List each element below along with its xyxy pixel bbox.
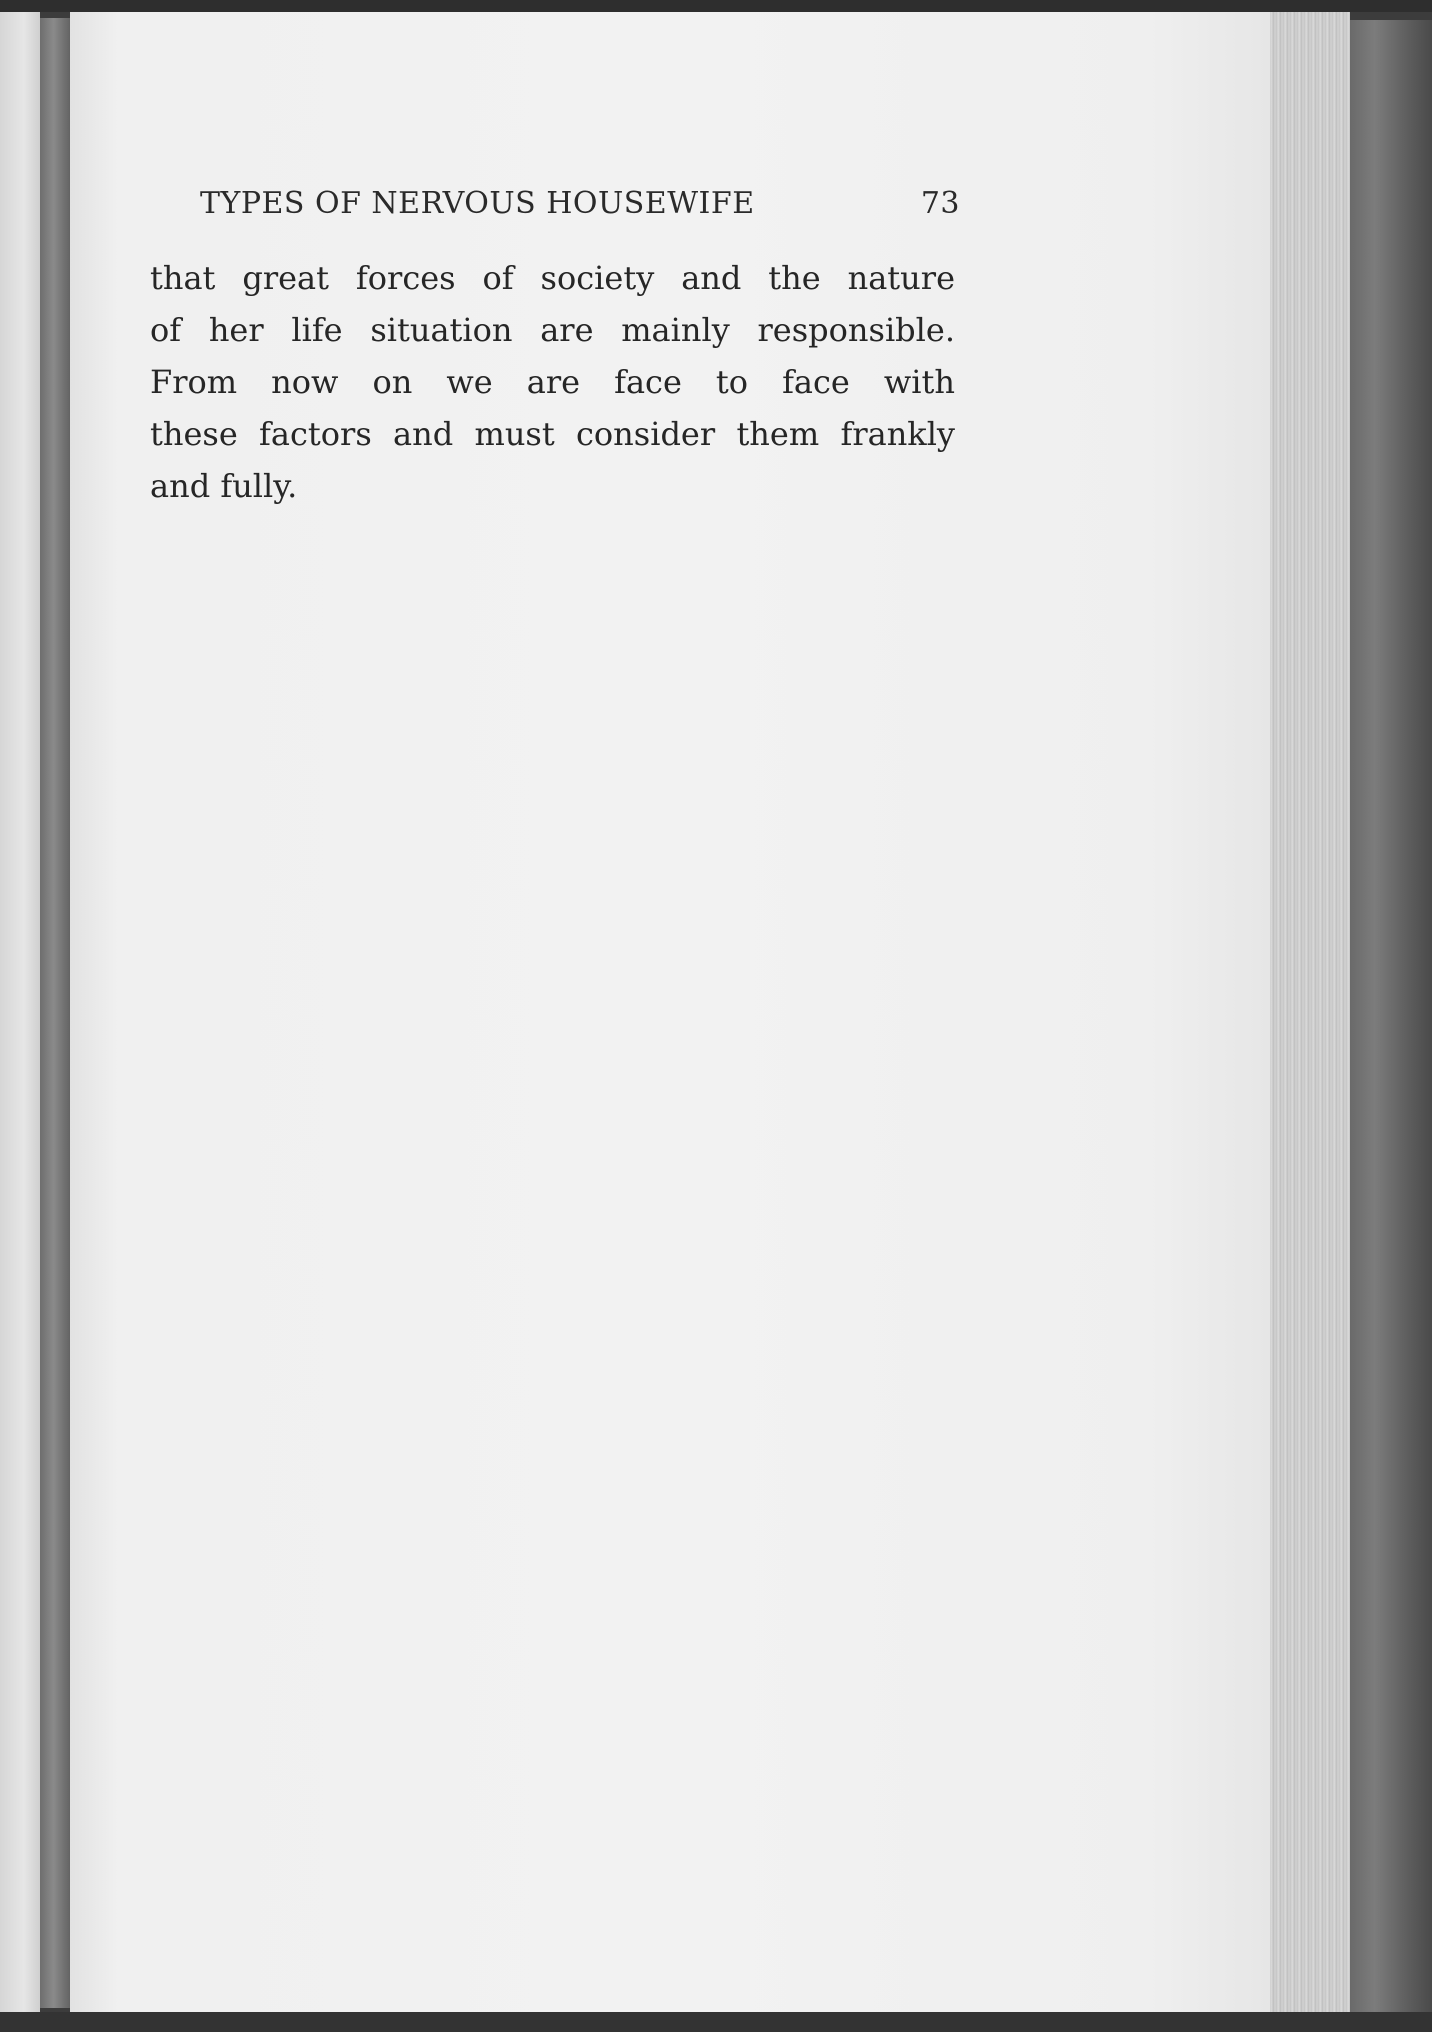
- facing-page-edge: [0, 12, 40, 2020]
- text-line: these factors and must consider them frankly: [150, 415, 955, 453]
- text-line: of her life situation are mainly responsible.: [150, 311, 955, 349]
- text-line: that great forces of society and the nature: [150, 259, 955, 297]
- text-line: and fully.: [150, 467, 298, 505]
- scan-top-edge: [0, 0, 1432, 12]
- book-gutter: [40, 18, 74, 2008]
- book-cover-edge: [1350, 20, 1432, 2032]
- page-number: 73: [920, 186, 960, 221]
- scan-bottom-edge: [0, 2012, 1432, 2032]
- page-block-edge: [1270, 12, 1350, 2022]
- text-line: From now on we are face to face with: [150, 363, 955, 401]
- running-head-title: TYPES OF NERVOUS HOUSEWIFE: [200, 186, 755, 221]
- body-paragraph: [150, 252, 955, 512]
